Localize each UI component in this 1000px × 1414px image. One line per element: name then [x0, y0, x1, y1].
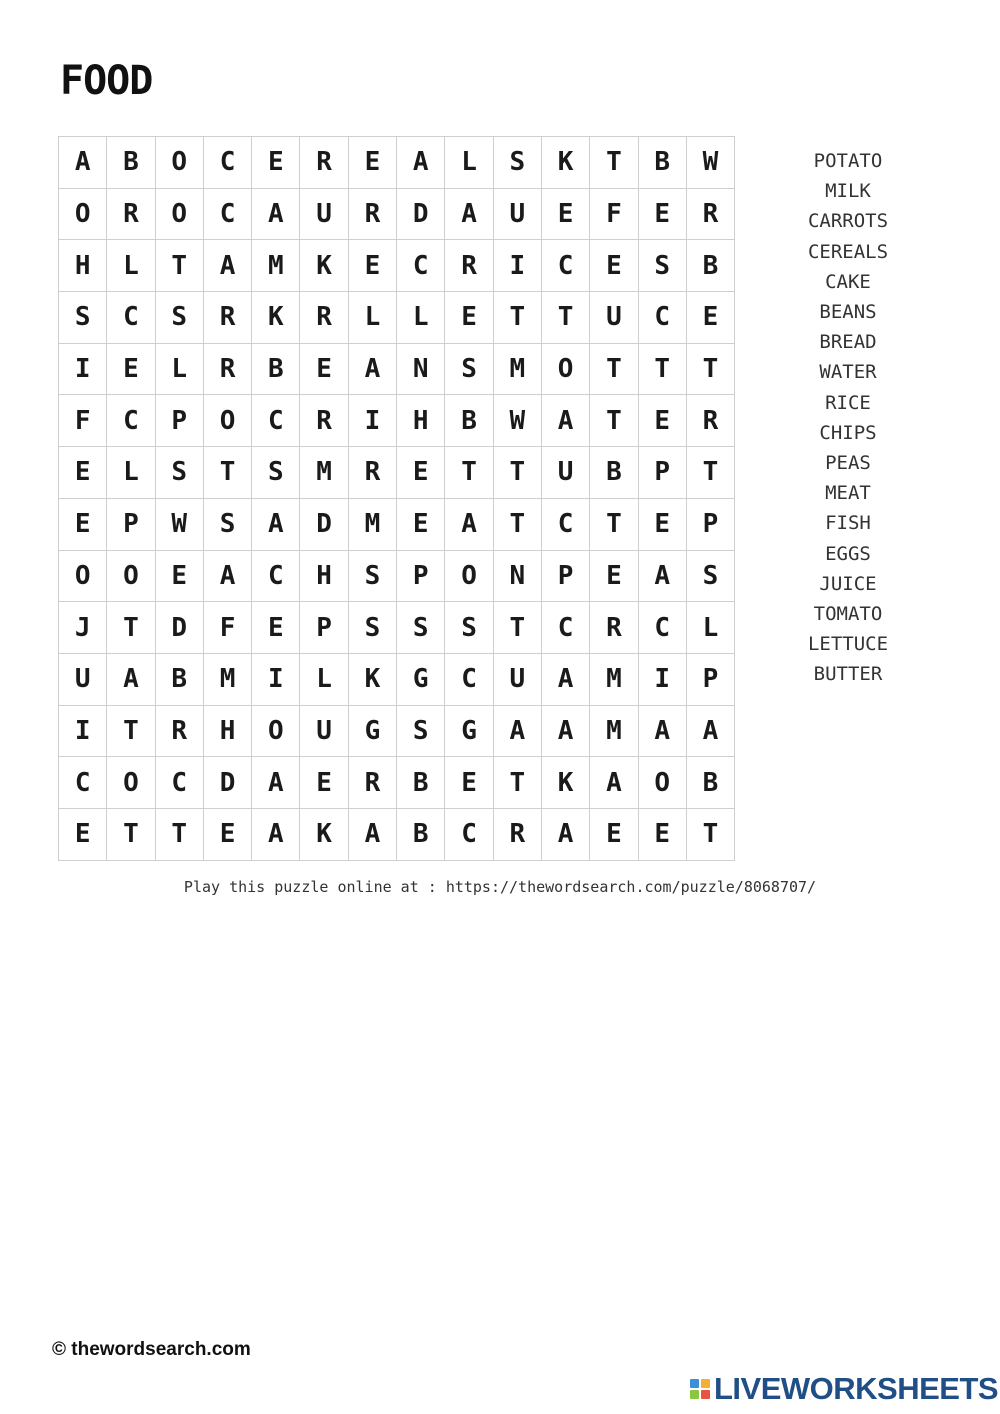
grid-cell: R — [300, 395, 348, 447]
grid-cell: M — [204, 654, 252, 706]
grid-cell: R — [445, 240, 493, 292]
grid-cell: T — [590, 395, 638, 447]
grid-cell: T — [156, 240, 204, 292]
grid-cell: B — [107, 137, 155, 189]
grid-cell: A — [445, 499, 493, 551]
grid-cell: M — [590, 654, 638, 706]
grid-cell: E — [445, 292, 493, 344]
grid-cell: F — [204, 602, 252, 654]
grid-cell: C — [204, 189, 252, 241]
grid-cell: W — [687, 137, 735, 189]
logo-square — [690, 1379, 699, 1388]
grid-cell: O — [156, 137, 204, 189]
word-list-item: CHIPS — [819, 421, 877, 444]
grid-cell: E — [252, 602, 300, 654]
grid-cell: S — [445, 602, 493, 654]
word-list-item: POTATO — [813, 150, 883, 172]
grid-cell: E — [590, 551, 638, 603]
grid-cell: O — [156, 189, 204, 241]
word-list-item: BREAD — [819, 331, 877, 354]
grid-cell: C — [252, 395, 300, 447]
grid-cell: A — [542, 706, 590, 758]
grid-cell: A — [542, 654, 590, 706]
grid-cell: S — [252, 447, 300, 499]
grid-cell: B — [397, 757, 445, 809]
grid-cell: A — [204, 240, 252, 292]
grid-cell: I — [252, 654, 300, 706]
grid-cell: P — [156, 395, 204, 447]
grid-cell: D — [204, 757, 252, 809]
grid-cell: O — [252, 706, 300, 758]
grid-cell: T — [494, 757, 542, 809]
word-search-grid — [58, 136, 735, 861]
grid-cell: I — [494, 240, 542, 292]
grid-cell: O — [107, 551, 155, 603]
grid-cell: A — [59, 137, 107, 189]
grid-cell: C — [639, 292, 687, 344]
grid-cell: E — [397, 499, 445, 551]
grid-cell: M — [349, 499, 397, 551]
grid-cell: L — [107, 447, 155, 499]
grid-cell: D — [156, 602, 204, 654]
grid-cell: U — [494, 189, 542, 241]
grid-cell: B — [445, 395, 493, 447]
grid-cell: O — [639, 757, 687, 809]
grid-cell: I — [59, 344, 107, 396]
grid-cell: M — [590, 706, 638, 758]
grid-cell: E — [107, 344, 155, 396]
grid-cell: O — [59, 189, 107, 241]
grid-cell: P — [397, 551, 445, 603]
grid-cell: S — [349, 602, 397, 654]
grid-cell: S — [156, 292, 204, 344]
grid-cell: T — [156, 809, 204, 861]
grid-cell: B — [687, 757, 735, 809]
word-list-item: CEREALS — [807, 240, 889, 263]
grid-cell: C — [445, 809, 493, 861]
grid-cell: A — [590, 757, 638, 809]
grid-cell: L — [107, 240, 155, 292]
grid-cell: E — [156, 551, 204, 603]
grid-cell: C — [107, 292, 155, 344]
grid-cell: R — [349, 757, 397, 809]
grid-cell: R — [349, 189, 397, 241]
grid-cell: R — [107, 189, 155, 241]
online-puzzle-note — [0, 878, 1000, 896]
grid-cell: T — [494, 602, 542, 654]
grid-cell: T — [445, 447, 493, 499]
grid-cell: R — [156, 706, 204, 758]
grid-cell: E — [639, 395, 687, 447]
grid-cell: R — [349, 447, 397, 499]
grid-cell: K — [349, 654, 397, 706]
grid-cell: T — [107, 706, 155, 758]
word-list-item: CAKE — [825, 270, 871, 293]
grid-cell: T — [107, 602, 155, 654]
grid-cell: T — [590, 499, 638, 551]
grid-cell: T — [494, 499, 542, 551]
grid-cell: T — [494, 292, 542, 344]
grid-cell: P — [687, 499, 735, 551]
grid-cell: S — [687, 551, 735, 603]
grid-cell: P — [542, 551, 590, 603]
grid-cell: C — [445, 654, 493, 706]
grid-cell: F — [590, 189, 638, 241]
grid-cell: J — [59, 602, 107, 654]
grid-cell: A — [542, 809, 590, 861]
word-list — [790, 146, 906, 690]
grid-cell: L — [687, 602, 735, 654]
grid-cell: S — [156, 447, 204, 499]
grid-cell: U — [59, 654, 107, 706]
grid-cell: T — [494, 447, 542, 499]
grid-cell: P — [687, 654, 735, 706]
grid-cell: E — [59, 499, 107, 551]
grid-cell: E — [687, 292, 735, 344]
grid-cell: A — [252, 189, 300, 241]
word-list-item: BUTTER — [813, 663, 883, 686]
word-list-item: FISH — [825, 512, 871, 535]
grid-cell: P — [107, 499, 155, 551]
grid-cell: K — [300, 240, 348, 292]
grid-cell: E — [590, 240, 638, 292]
grid-cell: A — [252, 809, 300, 861]
grid-cell: C — [107, 395, 155, 447]
grid-cell: C — [59, 757, 107, 809]
grid-cell: T — [687, 447, 735, 499]
grid-cell: L — [349, 292, 397, 344]
grid-cell: O — [59, 551, 107, 603]
logo-square — [690, 1390, 699, 1399]
word-list-item: CARROTS — [807, 210, 889, 233]
grid-cell: L — [397, 292, 445, 344]
grid-cell: D — [300, 499, 348, 551]
grid-cell: O — [542, 344, 590, 396]
grid-cell: A — [252, 499, 300, 551]
grid-cell: R — [590, 602, 638, 654]
grid-cell: D — [397, 189, 445, 241]
word-list-item: JUICE — [819, 572, 877, 595]
grid-cell: T — [107, 809, 155, 861]
grid-cell: R — [300, 137, 348, 189]
grid-cell: K — [542, 137, 590, 189]
logo-square — [701, 1379, 710, 1388]
grid-cell: N — [397, 344, 445, 396]
grid-cell: S — [397, 706, 445, 758]
grid-cell: C — [156, 757, 204, 809]
grid-cell: S — [397, 602, 445, 654]
grid-cell: M — [252, 240, 300, 292]
grid-cell: S — [59, 292, 107, 344]
grid-cell: E — [542, 189, 590, 241]
grid-cell: P — [300, 602, 348, 654]
grid-cell: U — [494, 654, 542, 706]
grid-cell: A — [107, 654, 155, 706]
grid-cell: B — [639, 137, 687, 189]
grid-cell: M — [494, 344, 542, 396]
grid-cell: P — [639, 447, 687, 499]
grid-cell: T — [687, 809, 735, 861]
grid-cell: E — [300, 757, 348, 809]
grid-cell: K — [542, 757, 590, 809]
word-list-item: WATER — [819, 361, 877, 384]
grid-cell: I — [59, 706, 107, 758]
grid-cell: R — [204, 292, 252, 344]
grid-cell: B — [156, 654, 204, 706]
grid-cell: R — [300, 292, 348, 344]
grid-cell: K — [252, 292, 300, 344]
online-puzzle-link-text[interactable]: Play this puzzle online at : https://thewordsearch.com/puzzle/8068707/ — [183, 878, 817, 896]
grid-cell: C — [542, 240, 590, 292]
grid-cell: A — [252, 757, 300, 809]
grid-cell: A — [204, 551, 252, 603]
grid-cell: E — [349, 240, 397, 292]
grid-cell: B — [687, 240, 735, 292]
grid-cell: S — [639, 240, 687, 292]
grid-cell: B — [397, 809, 445, 861]
grid-cell: R — [494, 809, 542, 861]
grid-cell: S — [494, 137, 542, 189]
grid-cell: E — [445, 757, 493, 809]
grid-cell: U — [300, 706, 348, 758]
grid-cell: E — [204, 809, 252, 861]
grid-cell: R — [687, 189, 735, 241]
grid-cell: B — [252, 344, 300, 396]
liveworksheets-logo-icon — [690, 1379, 710, 1399]
grid-cell: F — [59, 395, 107, 447]
grid-cell: C — [397, 240, 445, 292]
grid-cell: E — [397, 447, 445, 499]
grid-cell: C — [542, 499, 590, 551]
grid-cell: W — [156, 499, 204, 551]
grid-cell: K — [300, 809, 348, 861]
grid-cell: E — [349, 137, 397, 189]
grid-cell: T — [204, 447, 252, 499]
grid-cell: S — [204, 499, 252, 551]
grid-cell: G — [445, 706, 493, 758]
word-list-item: EGGS — [825, 542, 871, 565]
word-list-item: RICE — [825, 391, 871, 414]
grid-cell: U — [542, 447, 590, 499]
grid-cell: A — [397, 137, 445, 189]
grid-cell: C — [204, 137, 252, 189]
word-list-item: MILK — [825, 180, 871, 203]
grid-cell: L — [445, 137, 493, 189]
word-list-item: TOMATO — [813, 603, 883, 626]
grid-cell: O — [445, 551, 493, 603]
grid-cell: E — [300, 344, 348, 396]
grid-cell: T — [639, 344, 687, 396]
grid-cell: L — [300, 654, 348, 706]
grid-cell: E — [59, 809, 107, 861]
grid-cell: U — [300, 189, 348, 241]
liveworksheets-logo-text: LIVEWORKSHEETS — [714, 1371, 999, 1406]
grid-cell: G — [397, 654, 445, 706]
grid-cell: S — [349, 551, 397, 603]
grid-cell: I — [639, 654, 687, 706]
grid-cell: I — [349, 395, 397, 447]
grid-cell: E — [59, 447, 107, 499]
grid-cell: B — [590, 447, 638, 499]
grid-cell: T — [687, 344, 735, 396]
grid-cell: E — [590, 809, 638, 861]
word-list-item: BEANS — [819, 301, 877, 324]
grid-cell: A — [445, 189, 493, 241]
grid-cell: A — [349, 344, 397, 396]
word-list-item: LETTUCE — [807, 633, 889, 656]
grid-cell: O — [204, 395, 252, 447]
word-list-item: MEAT — [825, 482, 871, 505]
grid-cell: L — [156, 344, 204, 396]
grid-cell: A — [494, 706, 542, 758]
grid-cell: H — [59, 240, 107, 292]
grid-cell: W — [494, 395, 542, 447]
grid-cell: H — [204, 706, 252, 758]
grid-cell: N — [494, 551, 542, 603]
grid-cell: T — [542, 292, 590, 344]
grid-cell: C — [252, 551, 300, 603]
grid-cell: E — [639, 189, 687, 241]
word-list-item: PEAS — [825, 452, 871, 475]
grid-cell: T — [590, 344, 638, 396]
grid-cell: A — [639, 551, 687, 603]
grid-cell: A — [542, 395, 590, 447]
grid-cell: A — [639, 706, 687, 758]
grid-cell: E — [639, 809, 687, 861]
grid-cell: T — [590, 137, 638, 189]
grid-cell: A — [349, 809, 397, 861]
grid-cell: A — [687, 706, 735, 758]
liveworksheets-logo[interactable] — [690, 1372, 998, 1406]
grid-cell: H — [397, 395, 445, 447]
page-title: FOOD — [60, 58, 153, 104]
grid-cell: C — [639, 602, 687, 654]
grid-cell: S — [445, 344, 493, 396]
copyright-notice: © thewordsearch.com — [52, 1339, 251, 1360]
logo-square — [701, 1390, 710, 1399]
grid-cell: E — [252, 137, 300, 189]
grid-cell: M — [300, 447, 348, 499]
grid-cell: C — [542, 602, 590, 654]
grid-cell: H — [300, 551, 348, 603]
grid-cell: O — [107, 757, 155, 809]
grid-cell: R — [204, 344, 252, 396]
grid-cell: U — [590, 292, 638, 344]
grid-cell: R — [687, 395, 735, 447]
grid-cell: G — [349, 706, 397, 758]
grid-cell: E — [639, 499, 687, 551]
